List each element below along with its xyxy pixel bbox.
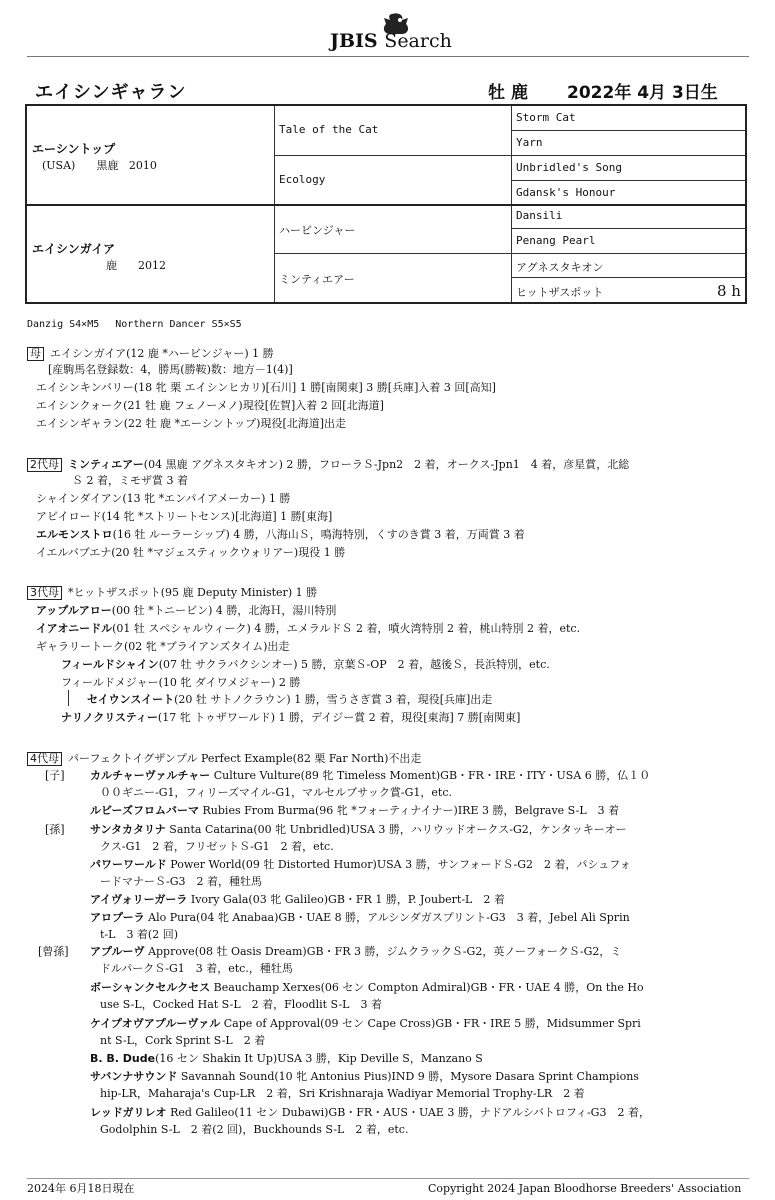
g4-entry[interactable]: B. B. Dude(16 セン Shakin It Up)USA 3 勝，Kip Deville S，Manzano S (90, 1052, 483, 1065)
inbreeding: Danzig S4×M5 Northern Dancer S5×S5 (27, 319, 242, 330)
pedigree-table (25, 104, 747, 304)
g3-ancestor[interactable]: Dansili (516, 209, 563, 222)
g4-entry[interactable]: アロプーラ Alo Pura(04 牝 Anabaa)GB・UAE 8 勝，アルシンダガスプリント-G3 3 着，Jebel Ali Sprin (90, 911, 630, 924)
g3-ancestor[interactable]: Storm Cat (516, 111, 576, 124)
g4-entry-cont: ドルパークＳ-G1 3 着，etc.，種牡馬 (100, 962, 293, 975)
sire-dam[interactable]: Ecology (279, 173, 326, 186)
g4-entry-cont: nt S-L，Cork Sprint S-L 2 着 (100, 1034, 266, 1047)
logo-text[interactable]: JBIS Search (330, 30, 452, 52)
g3-line[interactable]: ギャラリートーク(02 牝 *ブライアンズタイム)出走 (36, 640, 290, 653)
g4-entry[interactable]: アイヴォリーガーラ Ivory Gala(03 牝 Galileo)GB・FR 1 勝，P. Joubert-L 2 着 (90, 893, 505, 906)
g4-entry-cont: t-L 3 着(2 回) (100, 928, 179, 941)
g4-entry-cont: ００ギニー-G1，フィリーズマイル-G1，マルセルブサック賞-G1，etc. (100, 786, 453, 799)
as-of-date: 2024年 6月18日現在 (27, 1182, 135, 1195)
g3-ancestor[interactable]: Gdansk's Honour (516, 186, 616, 199)
g2-line[interactable]: シャインダイアン(13 牝 *エンパイアメーカー) 1 勝 (36, 492, 291, 505)
family-number: 8 h (717, 282, 741, 300)
g2-line[interactable]: アビイロード(14 牝 *ストリートセンス)[北海道] 1 勝[東海] (36, 510, 333, 523)
g4-entry-cont: Godolphin S-L 2 着(2 回)，Buckhounds S-L 2 着，etc. (100, 1123, 409, 1136)
sire-sire[interactable]: Tale of the Cat (279, 123, 379, 136)
dam-cell[interactable]: エイシンガイア 鹿 2012 (32, 242, 166, 272)
dam-dam[interactable]: ミンティエアー (279, 273, 355, 286)
g3-ancestor[interactable]: Yarn (516, 136, 543, 149)
section-tag: 母 (27, 347, 44, 361)
g4-entry[interactable]: レッドガリレオ Red Galileo(11 セン Dubawi)GB・FR・AUS・UAE 3 勝，ナドアルシバトロフィ-G3 2 着， (90, 1106, 650, 1119)
label-child: [子] (45, 769, 65, 782)
g4-entry[interactable]: パワーワールド Power World(09 牡 Distorted Humor)USA 3 勝，サンフォードＳ-G2 2 着，パシュフォ (90, 858, 631, 871)
g3-line[interactable]: セイウンスイート(20 牡 サトノクラウン) 1 勝，雪うさぎ賞 3 着，現役[兵庫]出走 (87, 693, 493, 706)
sex-color: 牡鹿 (488, 83, 534, 103)
tree-connector (68, 690, 69, 706)
g3-line[interactable]: フィールドシャイン(07 牡 サクラバクシンオー) 5 勝，京葉Ｓ-OP 2 着，越後Ｓ，長浜特別，etc. (61, 658, 550, 671)
dam-line: [産駒馬名登録数：4，勝馬(勝鞍)数：地方－1(4)] (48, 363, 293, 376)
g3-line[interactable]: フィールドメジャー(10 牝 ダイワメジャー) 2 勝 (61, 676, 301, 689)
dam-line[interactable]: エイシンギャラン(22 牡 鹿 *エーシントップ)現役[北海道]出走 (36, 417, 347, 430)
g4-entry-cont: ードマナーＳ-G3 2 着，種牡馬 (100, 875, 262, 888)
g4-entry[interactable]: ボーシャンクセルクセス Beauchamp Xerxes(06 セン Compton Admiral)GB・FR・UAE 4 勝，On the Ho (90, 981, 644, 994)
g4-entry[interactable]: ルビーズフロムバーマ Rubies From Burma(96 牝 *フォーティナイナー)IRE 3 勝，Belgrave S-L 3 着 (90, 804, 620, 817)
g4-entry[interactable]: サバンナサウンド Savannah Sound(10 牝 Antonius Pius)IND 9 勝，Mysore Dasara Sprint Champions (90, 1070, 639, 1083)
g3-ancestor[interactable]: Unbridled's Song (516, 161, 622, 174)
dam-line[interactable]: エイシンキンバリー(18 牝 栗 エイシンヒカリ)[石川] 1 勝[南関東] 3 勝[兵庫]入着 3 回[高知] (36, 381, 496, 394)
g4-entry[interactable]: ケイプオヴアプルーヴァル Cape of Approval(09 セン Cape Cross)GB・FR・IRE 5 勝，Midsummer Spri (90, 1017, 641, 1030)
dam-sire[interactable]: ハービンジャー (279, 224, 356, 237)
g2-lead-cont: Ｓ 2 着，ミモザ賞 3 着 (72, 474, 188, 487)
g3-ancestor[interactable]: Penang Pearl (516, 234, 596, 247)
footer-divider (27, 1178, 749, 1179)
g3-line[interactable]: イアオニードル(01 牡 スペシャルウィーク) 4 勝，エメラルドＳ 2 着，噴火湾特別 2 着，桃山特別 2 着，etc. (36, 622, 581, 635)
sire-cell[interactable]: エーシントップ (USA) 黒鹿 2010 (32, 142, 157, 172)
dam-line[interactable]: エイシンクォーク(21 牡 鹿 フェノーメノ)現役[佐賀]入着 2 回[北海道] (36, 399, 384, 412)
g3-line[interactable]: アップルアロー(00 牡 *トニービン) 4 勝，北海Ｈ，湯川特別 (36, 604, 337, 617)
dam-lead: 母 エイシンガイア(12 鹿 *ハービンジャー) 1 勝 (27, 346, 274, 361)
g4-lead: 4代母 パーフェクトイグザンプル Perfect Example(82 栗 Far North)不出走 (27, 751, 421, 766)
g3-line[interactable]: ナリノクリスティー(17 牝 トゥザワールド) 1 勝，デイジー賞 2 着，現役[東海] 7 勝[南関東] (61, 711, 521, 724)
horse-name: エイシンギャラン (35, 82, 187, 103)
g4-entry[interactable]: アプルーヴ Approve(08 牡 Oasis Dream)GB・FR 3 勝，ジムクラックＳ-G2，英ノーフォークＳ-G2，ミ (90, 945, 622, 958)
copyright: Copyright 2024 Japan Bloodhorse Breeders' Association (428, 1182, 742, 1195)
g4-entry[interactable]: カルチャーヴァルチャー Culture Vulture(89 牝 Timeless Moment)GB・FR・IRE・ITY・USA 6 勝，仏１０ (90, 769, 651, 782)
header-divider (27, 56, 749, 57)
g3-ancestor[interactable]: アグネスタキオン (516, 261, 604, 274)
g3-lead: 3代母 *ヒットザスポット(95 鹿 Deputy Minister) 1 勝 (27, 585, 317, 600)
g3-ancestor[interactable]: ヒットザスポット (516, 286, 604, 299)
g4-entry-cont: hip-LR，Maharaja's Cup-LR 2 着，Sri Krishnaraja Wadiyar Memorial Trophy-LR 2 着 (100, 1087, 585, 1100)
birth-date: 2022年 4月 3日生 (567, 83, 718, 103)
label-grandchild: [孫] (45, 823, 65, 836)
g4-entry-cont: use S-L，Cocked Hat S-L 2 着，Floodlit S-L 3 着 (100, 998, 382, 1011)
g2-lead: 2代母 ミンティエアー(04 黒鹿 アグネスタキオン) 2 勝，フローラＳ-Jpn2 2 着，オークス-Jpn1 4 着，彦星賞，北総 (27, 457, 629, 472)
g2-line[interactable]: エルモンストロ(16 牡 ルーラーシップ) 4 勝，八海山Ｓ，鳴海特別，くすのき賞 3 着，万両賞 3 着 (36, 528, 525, 541)
g4-entry-cont: クス-G1 2 着，フリゼットＳ-G1 2 着，etc. (100, 840, 334, 853)
g4-entry[interactable]: サンタカタリナ Santa Catarina(00 牝 Unbridled)USA 3 勝，ハリウッドオークス-G2，ケンタッキーオー (90, 823, 627, 836)
g2-line[interactable]: イエルバブエナ(20 牡 *マジェスティックウォリアー)現役 1 勝 (36, 546, 346, 559)
label-greatgrandchild: [曾孫] (38, 945, 69, 958)
